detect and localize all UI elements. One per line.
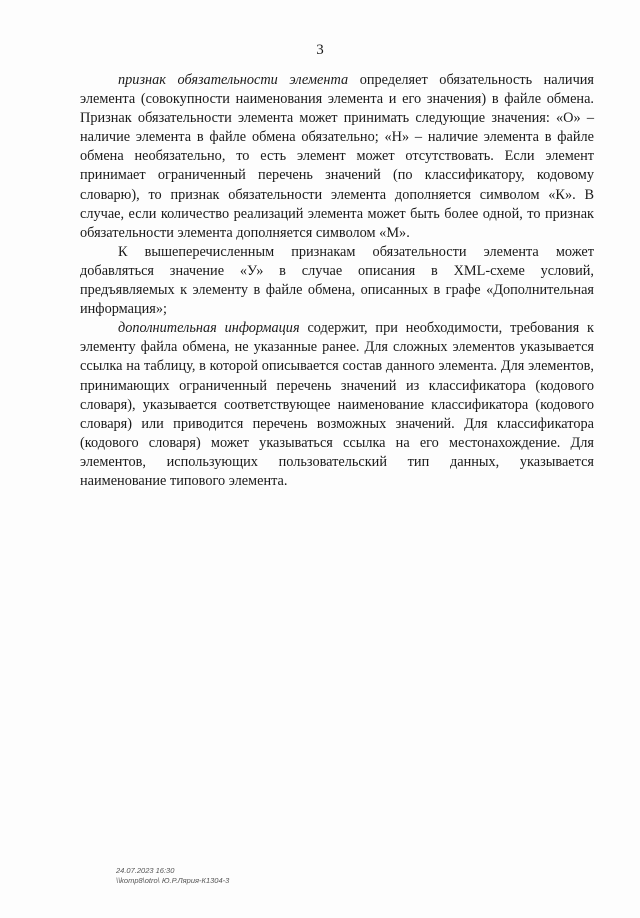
paragraph-text: К вышеперечисленным признакам обязательности элемента может добавляться значение «У» в случае описания в XML-схеме условий, предъявляемых к элементу в файле обмена, описанных в графе «Дополнительная информация»; [80,243,594,318]
paragraph-mandatory-flag [80,71,594,243]
paragraph-text: определяет обязательность наличия элемента (совокупности наименования элемента и его значения) в файле обмена. Признак обязательности элемента может принимать следующие значения: «О» – наличие элемента в файле обмена обязательно; «Н» – наличие элемента в файле обмена необязательно, то есть элемент может отсутствовать. Если элемент принимает ограниченный перечень значений (по классификатору, кодовому словарю), то признак обязательности элемента дополняется символом «К». В случае, если количество реализаций элемента может быть более одной, то признак обязательности элемента дополняется символом «М». [80,72,594,241]
paragraph-additional-info [80,319,594,491]
term-mandatory-flag: признак обязательности элемента [118,72,349,88]
footer-date: 24.07.2023 16:30 [116,866,175,875]
paragraph-text: содержит, при необходимости, требования к элементу файла обмена, не указанные ранее. Для сложных элементов указывается ссылка на таблицу, в которой описывается состав данного элемента. Для элементов, принимающих ограниченный перечень значений из классификатора (кодового словаря), указывается соответствующее наименование классификатора (кодового словаря) или приводится перечень возможных значений. Для классификатора (кодового словаря) может указываться ссылка на его местонахождение. Для элементов, использующих пользовательский тип данных, указывается наименование типового элемента. [80,320,594,489]
document-body [80,71,594,491]
footer-stamp [116,866,229,886]
page-number: 3 [316,42,324,58]
term-additional-info: дополнительная информация [118,320,300,337]
paragraph-additional-value [80,243,594,319]
footer-doc-ref: \\komp8\otro\ Ю.Р.Лярия-К1304-3 [116,876,230,885]
